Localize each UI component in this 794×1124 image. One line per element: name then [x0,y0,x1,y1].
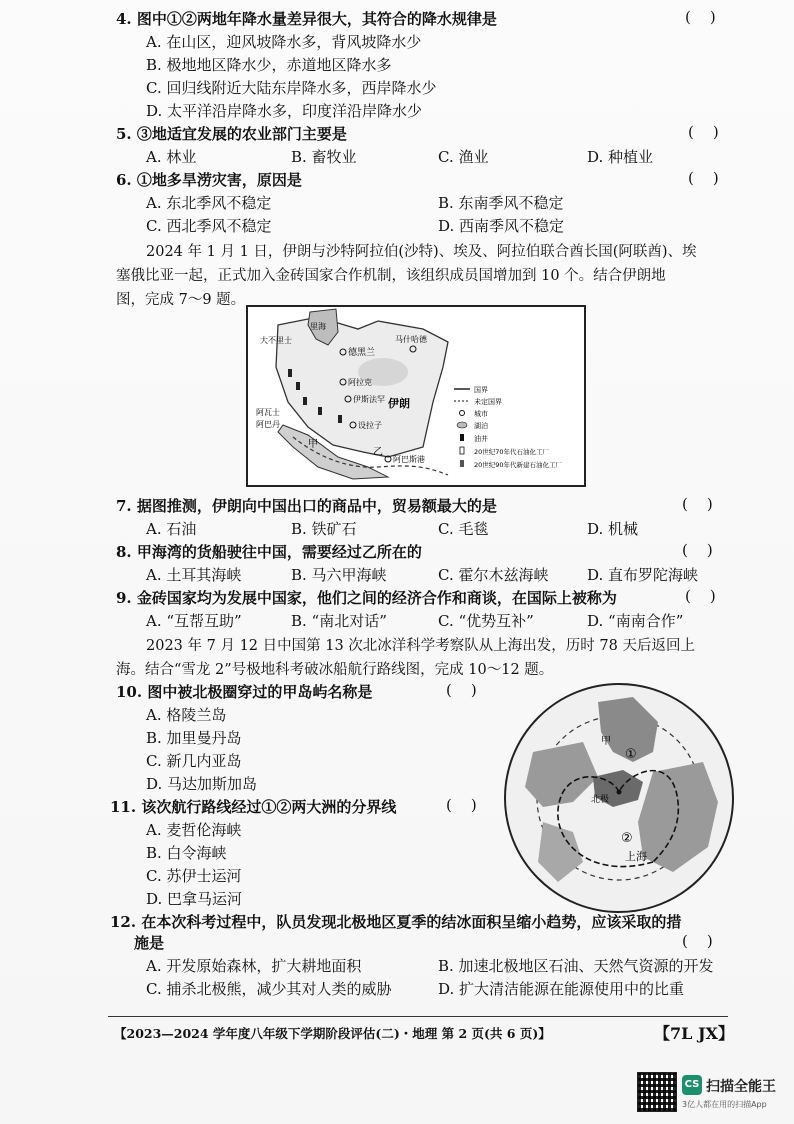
q9-stem: 9. 金砖国家均为发展中国家，他们之间的经济合作和商谈，在国际上被称为 [116,589,617,607]
q12-option-d: D. 扩大清洁能源在能源使用中的比重 [438,980,685,998]
globe-label-1: ① [625,747,637,762]
scanner-logo: CS [682,1075,702,1095]
intro1-line1: 2024 年 1 月 1 日，伊朗与沙特阿拉伯(沙特)、埃及、阿拉伯联合酋长国(阿联酋)、埃 [146,244,697,260]
footer-rule [108,1016,728,1017]
q5-option-d: D. 种植业 [587,148,654,166]
iran-map [246,305,586,487]
q12-option-a: A. 开发原始森林，扩大耕地面积 [146,957,362,975]
q4-option-c: C. 回归线附近大陆东岸降水多，西岸降水少 [146,79,437,97]
q9-option-b: B. “南北对话” [291,612,387,630]
map-label-isfahan: 伊斯法罕 [353,395,385,404]
q4-option-a: A. 在山区，迎风坡降水多，背风坡降水少 [146,33,422,51]
q6-option-d: D. 西南季风不稳定 [438,217,565,235]
q5-option-c: C. 渔业 [438,148,489,166]
q5-answer-paren: ( ) [688,123,719,141]
globe-label-2: ② [621,831,633,846]
globe-label-jia: 甲 [601,736,611,747]
q10-answer-paren: ( ) [446,681,477,699]
q4-answer-paren: ( ) [685,8,716,26]
map-label-arak: 阿拉克 [348,378,372,387]
q11-answer-paren: ( ) [446,796,477,814]
q10-option-d: D. 马达加斯加岛 [146,775,258,793]
map-label-abadan: 阿巴丹 [256,420,280,429]
legend-undetermined: 未定国界 [474,398,502,406]
q4-option-b: B. 极地地区降水少，赤道地区降水多 [146,56,392,74]
north-pole-marker [617,790,622,795]
q11-option-a: A. 麦哲伦海峡 [146,821,242,839]
q5-option-b: B. 畜牧业 [291,148,357,166]
q10-option-b: B. 加里曼丹岛 [146,729,242,747]
legend-city-symbol [460,411,465,416]
q8-option-a: A. 土耳其海峡 [146,566,242,584]
q9-answer-paren: ( ) [685,587,716,605]
q10-option-c: C. 新几内亚岛 [146,752,242,770]
map-label-tabriz: 大不里士 [260,336,292,345]
q11-option-d: D. 巴拿马运河 [146,890,243,908]
q12-stem: 12. 在本次科考过程中，队员发现北极地区夏季的结冰面积呈缩小趋势，应该采取的措 [110,913,682,931]
iran-map-svg [248,307,584,485]
q6-answer-paren: ( ) [688,169,719,187]
q4-stem: 4. 图中①②两地年降水量差异很大，其符合的降水规律是 [116,10,497,28]
q5-stem: 5. ③地适宜发展的农业部门主要是 [116,125,347,143]
q12-option-b: B. 加速北极地区石油、天然气资源的开发 [438,957,714,975]
q6-option-c: C. 西北季风不稳定 [146,217,272,235]
intro1-line3: 图，完成 7～9 题。 [116,292,246,308]
map-label-jia: 甲 [308,439,318,450]
map-label-mashhad: 马什哈德 [395,335,427,344]
q10-option-a: A. 格陵兰岛 [146,706,227,724]
map-label-tehran: 德黑兰 [348,348,376,358]
map-label-bandar: 阿巴斯港 [393,455,425,464]
q9-option-c: C. “优势互补” [438,612,534,630]
q5-option-a: A. 林业 [146,148,197,166]
oil-well-marker [296,382,300,390]
map-label-yi: 乙 [373,447,383,458]
oil-well-marker [303,397,307,405]
q12-option-c: C. 捕杀北极熊，减少其对人类的威胁 [146,980,392,998]
q7-stem: 7. 据图推测，伊朗向中国出口的商品中，贸易额最大的是 [116,497,497,515]
qr-code [637,1072,677,1112]
q6-stem: 6. ①地多旱涝灾害，原因是 [116,171,302,189]
legend-lake-symbol [457,422,467,428]
q7-option-a: A. 石油 [146,520,197,538]
q4-option-d: D. 太平洋沿岸降水多，印度洋沿岸降水少 [146,102,423,120]
scanner-name: 扫描全能王 [706,1079,776,1095]
q8-option-b: B. 马六甲海峡 [291,566,387,584]
legend-plant-70s-symbol [460,447,464,454]
q12-answer-paren: ( ) [682,932,713,950]
scanner-tagline: 3亿人都在用的扫描App [682,1100,767,1109]
map-label-iran: 伊朗 [388,397,410,410]
legend-oil-well-symbol [460,434,464,441]
legend-lake: 湖泊 [474,422,488,430]
legend-boundary: 国界 [474,386,488,394]
q7-option-d: D. 机械 [587,520,639,538]
legend-plant-90s: 20世纪90年代新建石油化工厂 [474,461,563,469]
q7-option-c: C. 毛毯 [438,520,489,538]
intro2-line1: 2023 年 7 月 12 日中国第 13 次北冰洋科学考察队从上海出发，历时 78 天后返回上 [146,638,695,654]
q6-option-a: A. 东北季风不稳定 [146,194,272,212]
q9-option-d: D. “南南合作” [587,612,684,630]
footer-text: 【2023—2024 学年度八年级下学期阶段评估(二)・地理 第 2 页(共 6 页)】 [114,1026,551,1041]
legend-oil-well: 油井 [474,435,488,443]
map-label-caspian: 里海 [310,322,326,331]
oil-well-marker [338,415,342,423]
q10-stem: 10. 图中被北极圈穿过的甲岛屿名称是 [116,683,373,701]
legend-city: 城市 [474,410,488,418]
q12-stem-cont: 施是 [134,934,165,952]
globe-label-shanghai: 上海 [625,850,647,863]
legend-plant-70s: 20世纪70年代石油化工厂 [474,448,550,456]
intro2-line2: 海。结合“雪龙 2”号极地科考破冰船航行路线图，完成 10～12 题。 [116,662,554,678]
legend-plant-90s-symbol [460,460,464,467]
arctic-route-globe [503,682,735,914]
map-label-ahvaz: 阿瓦士 [256,408,280,417]
exam-code: 【7L JX】 [654,1024,734,1043]
q7-option-b: B. 铁矿石 [291,520,357,538]
q6-option-b: B. 东南季风不稳定 [438,194,564,212]
map-label-shiraz: 设拉子 [358,421,382,430]
q8-option-d: D. 直布罗陀海峡 [587,566,699,584]
oil-well-marker [288,369,292,377]
q8-stem: 8. 甲海湾的货船驶往中国，需要经过乙所在的 [116,543,422,561]
q11-option-c: C. 苏伊士运河 [146,867,242,885]
q8-answer-paren: ( ) [682,541,713,559]
oil-well-marker [318,407,322,415]
q11-option-b: B. 白令海峡 [146,844,227,862]
q9-option-a: A. “互帮互助” [146,612,242,630]
q7-answer-paren: ( ) [682,495,713,513]
q11-stem: 11. 该次航行路线经过①②两大洲的分界线 [110,798,397,816]
q8-option-c: C. 霍尔木兹海峡 [438,566,549,584]
intro1-line2: 塞俄比亚一起，正式加入金砖国家合作机制，该组织成员国增加到 10 个。结合伊朗地 [116,268,666,284]
globe-label-pole: 北极 [591,795,610,805]
